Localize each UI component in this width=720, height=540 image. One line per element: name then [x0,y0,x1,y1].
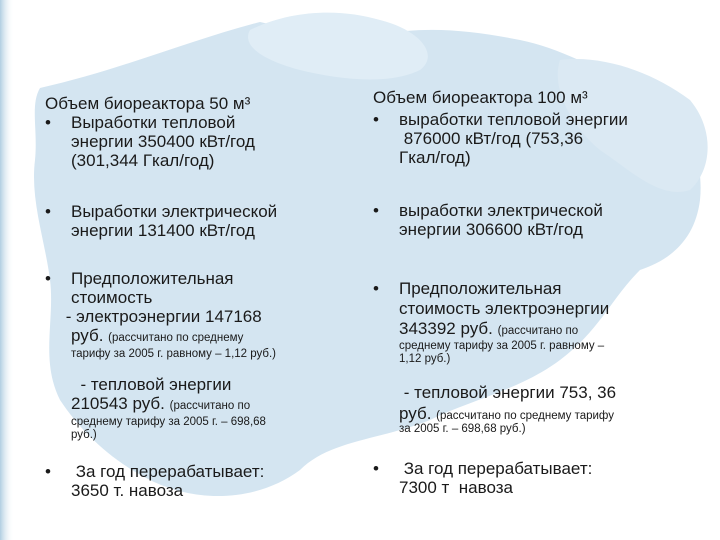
left-processing-line: 3650 т. навоза [71,481,184,500]
right-cost-line: стоимость электроэнергии [399,299,610,318]
right-elec-note: среднему тарифу за 2005 г. равному – [399,340,605,352]
left-processing-line: За год перерабатывает: [71,462,265,481]
right-title-block [373,88,588,107]
bullet: • [373,459,379,478]
right-elec-value: 343392 руб. [399,319,493,338]
left-cost-line: стоимость [71,288,153,307]
right-heat-cost-block [399,383,616,436]
bullet: • [373,201,379,220]
left-heat-line: Выработки тепловой [71,113,236,132]
left-heat-note: среднему тарифу за 2005 г. – 698,68 [71,416,266,428]
right-heat-line: 876000 кВт/год (753,36 [399,129,584,148]
bullet: • [373,279,379,298]
bullet: • [45,269,51,288]
left-elec-value-row [71,326,276,345]
left-heat-cost-line: - тепловой энергии [71,375,232,394]
left-elec-note: тарифу за 2005 г. равному – 1,12 руб.) [71,348,277,360]
left-heat-value-row [71,394,266,413]
right-heat-value-row [399,404,616,423]
left-elec-note: (рассчитано по среднему [108,332,244,344]
left-heat-value: 210543 руб. [71,394,165,413]
right-electric-line: выработки электрической [399,201,603,220]
right-electric-line: энергии 306600 кВт/год [399,220,583,239]
right-title: Объем биореактора 100 м³ [373,88,588,107]
bullet: • [45,113,51,132]
left-cost-line: Предположительная [71,269,234,288]
left-title: Объем биореактора 50 м³ [45,94,251,113]
left-cost-line: - электроэнергии 147168 [61,307,262,326]
right-elec-note: (рассчитано по [497,325,579,337]
left-title-block [45,94,250,113]
right-elec-value-row [399,319,609,338]
left-elec-value: руб. [71,326,104,345]
left-electric-line: Выработки электрической [71,202,278,221]
left-heat-line: энергии 350400 кВт/год [71,132,255,151]
left-heat-note: руб.) [71,429,97,441]
right-heat-line: Гкал/год) [399,148,471,167]
right-processing-line: За год перерабатывает: [399,459,593,478]
right-processing-line: 7300 т навоза [399,478,513,497]
left-heat-cost-block [71,375,266,442]
right-elec-note: 1,12 руб.) [399,353,451,365]
right-cost-line: Предположительная [399,279,562,298]
right-heat-cost-line: - тепловой энергии 753, 36 [399,383,617,402]
bullet: • [45,202,51,221]
right-heat-value: руб. [399,404,432,423]
right-heat-note: (рассчитано по среднему тарифу [436,410,615,422]
right-heat-note: за 2005 г. – 698,68 руб.) [399,423,526,435]
left-electric-line: энергии 131400 кВт/год [71,221,255,240]
bullet: • [373,110,379,129]
bullet: • [45,462,51,481]
left-heat-line: (301,344 Гкал/год) [71,151,215,170]
left-edge-shade [0,0,14,540]
right-heat-line: выработки тепловой энергии [399,110,628,129]
left-heat-note: (рассчитано по [169,400,251,412]
